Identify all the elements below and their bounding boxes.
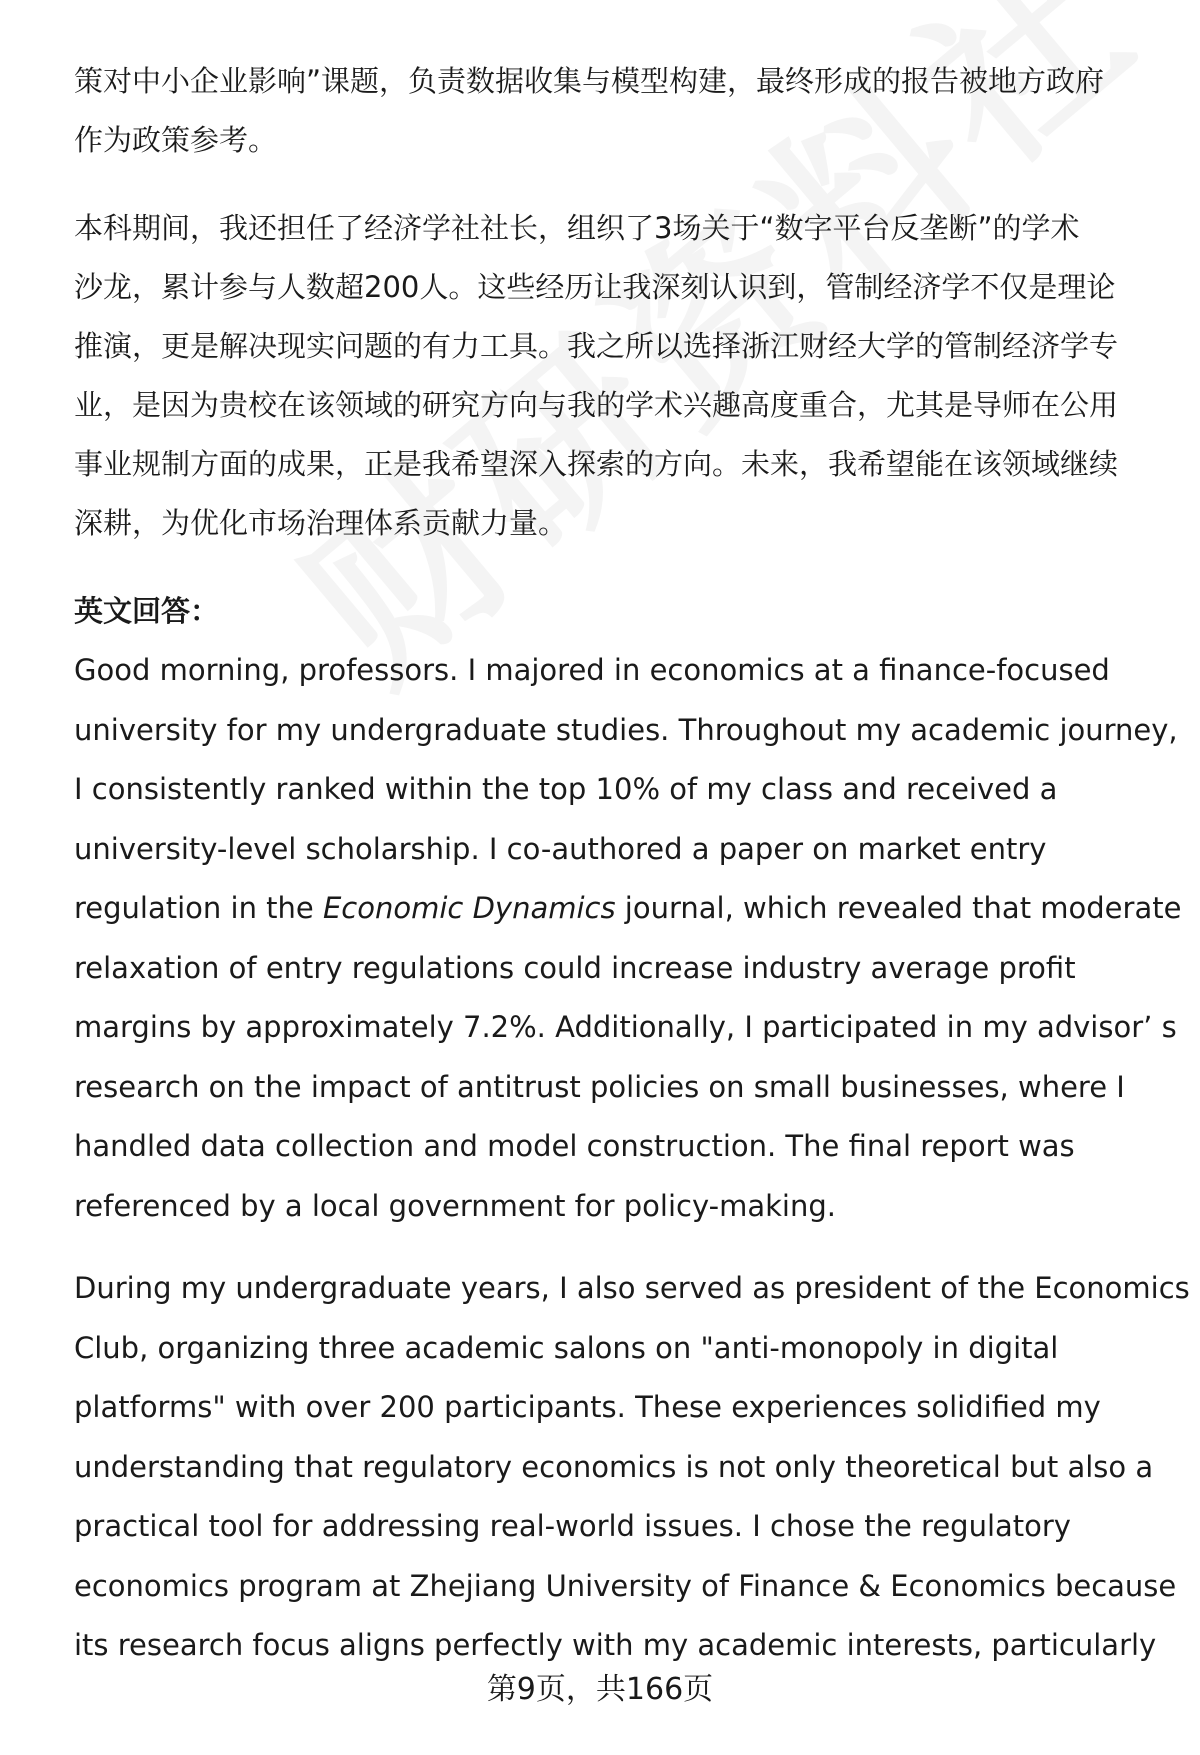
text-line: Club, organizing three academic salons on "anti-monopoly in digital (74, 1330, 1059, 1365)
journal-name: Economic Dynamics (322, 891, 616, 925)
text-line: research on the impact of antitrust policies on small businesses, where I (74, 1069, 1125, 1104)
text-line: platforms" with over 200 participants. These experiences solidified my (74, 1390, 1101, 1424)
text-line: 本科期间，我还担任了经济学社社长，组织了3场关于“数字平台反垄断”的学术 (74, 211, 1080, 245)
text-line: university-level scholarship. I co-authored a paper on market entry (74, 831, 1047, 866)
page-number-footer: 第9页，共166页 (486, 1672, 714, 1707)
text-line: 沙龙，累计参与人数超200人。这些经历让我深刻认识到，管制经济学不仅是理论 (74, 270, 1116, 304)
text-line: 业，是因为贵校在该领域的研究方向与我的学术兴趣高度重合，尤其是导师在公用 (74, 388, 1119, 422)
en-paragraph-1 (74, 641, 1182, 1236)
text-line: 推演，更是解决现实问题的有力工具。我之所以选择浙江财经大学的管制经济学专 (74, 329, 1119, 363)
text-line: 深耕，为优化市场治理体系贡献力量。 (74, 506, 568, 540)
text-line: its research focus aligns perfectly with my academic interests, particularly (74, 1628, 1157, 1662)
cn-paragraph-1 (74, 52, 1170, 170)
text-line: economics program at Zhejiang University of Finance & Economics because (74, 1568, 1177, 1603)
text-line: practical tool for addressing real-world issues. I chose the regulatory (74, 1509, 1071, 1543)
text-line: understanding that regulatory economics is not only theoretical but also a (74, 1449, 1154, 1484)
text-line: I consistently ranked within the top 10% of my class and received a (74, 772, 1058, 806)
text-line: margins by approximately 7.2%. Additionally, I participated in my advisor’ s (74, 1010, 1177, 1044)
text-line: university for my undergraduate studies. Throughout my academic journey, (74, 712, 1178, 747)
journal-prefix: regulation in the (74, 891, 323, 925)
text-line: 策对中小企业影响”课题，负责数据收集与模型构建，最终形成的报告被地方政府 (74, 64, 1105, 98)
journal-suffix: journal, which revealed that moderate (615, 891, 1182, 925)
text-line: Good morning, professors. I majored in economics at a finance-focused (74, 653, 1110, 687)
text-line: relaxation of entry regulations could increase industry average profit (74, 950, 1076, 985)
en-paragraph-2 (74, 1259, 1190, 1676)
english-answer-heading: 英文回答： (74, 594, 220, 628)
text-line: handled data collection and model construction. The final report was (74, 1129, 1075, 1163)
text-line: referenced by a local government for policy-making. (74, 1188, 836, 1223)
cn-paragraph-2 (74, 199, 1170, 553)
text-line-journal (74, 879, 1182, 939)
document-body (74, 52, 1190, 1676)
text-line: During my undergraduate years, I also served as president of the Economics (74, 1271, 1190, 1305)
text-line: 事业规制方面的成果，正是我希望深入探索的方向。未来，我希望能在该领域继续 (74, 447, 1119, 481)
text-line: 作为政策参考。 (74, 123, 278, 157)
